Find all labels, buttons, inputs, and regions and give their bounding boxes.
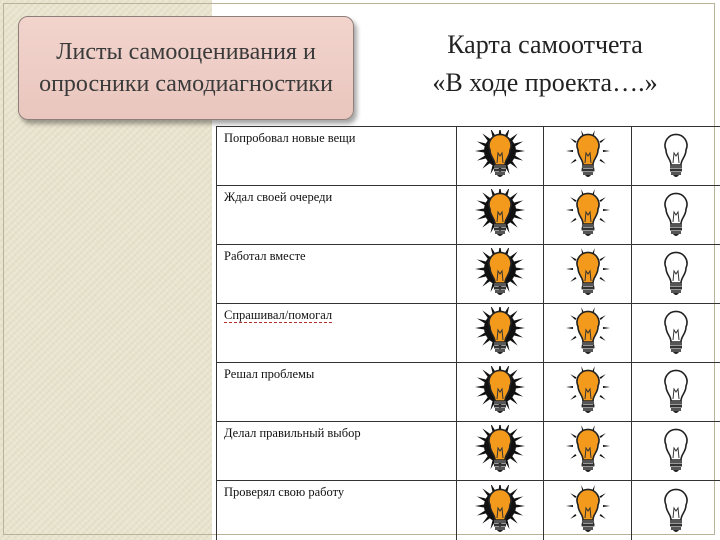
row-label: Работал вместе	[217, 245, 457, 303]
unlit-bulb-icon	[632, 127, 720, 185]
bright-bulb-icon	[457, 422, 545, 480]
medium-bulb-icon	[544, 304, 632, 362]
unlit-bulb-icon	[632, 363, 720, 421]
slide-title	[370, 26, 720, 102]
row-label: Решал проблемы	[217, 363, 457, 421]
bright-bulb-icon	[457, 245, 545, 303]
row-label-text: Спрашивал/помогал	[224, 308, 333, 322]
self-report-table	[216, 126, 720, 540]
bright-bulb-icon	[457, 481, 545, 540]
row-label: Делал правильный выбор	[217, 422, 457, 480]
bright-bulb-icon	[457, 363, 545, 421]
table-row	[217, 127, 720, 186]
row-label: Проверял свою работу	[217, 481, 457, 540]
slide-title-line-1: Карта самоотчета	[447, 30, 643, 59]
table-row	[217, 186, 720, 245]
medium-bulb-icon	[544, 245, 632, 303]
medium-bulb-icon	[544, 363, 632, 421]
unlit-bulb-icon	[632, 245, 720, 303]
bright-bulb-icon	[457, 186, 545, 244]
slide-title-line-2: «В ходе проекта….»	[432, 68, 658, 97]
medium-bulb-icon	[544, 127, 632, 185]
table-row	[217, 245, 720, 304]
table-row	[217, 481, 720, 540]
unlit-bulb-icon	[632, 481, 720, 540]
unlit-bulb-icon	[632, 304, 720, 362]
table-row	[217, 422, 720, 481]
medium-bulb-icon	[544, 422, 632, 480]
section-title: Листы самооценивания и опросники самодиагностики	[39, 39, 333, 97]
row-label: Попробовал новые вещи	[217, 127, 457, 185]
row-label: Ждал своей очереди	[217, 186, 457, 244]
row-label	[217, 304, 457, 362]
table-row	[217, 363, 720, 422]
medium-bulb-icon	[544, 186, 632, 244]
bright-bulb-icon	[457, 127, 545, 185]
unlit-bulb-icon	[632, 186, 720, 244]
medium-bulb-icon	[544, 481, 632, 540]
table-row	[217, 304, 720, 363]
unlit-bulb-icon	[632, 422, 720, 480]
section-title-box	[18, 16, 354, 120]
bright-bulb-icon	[457, 304, 545, 362]
